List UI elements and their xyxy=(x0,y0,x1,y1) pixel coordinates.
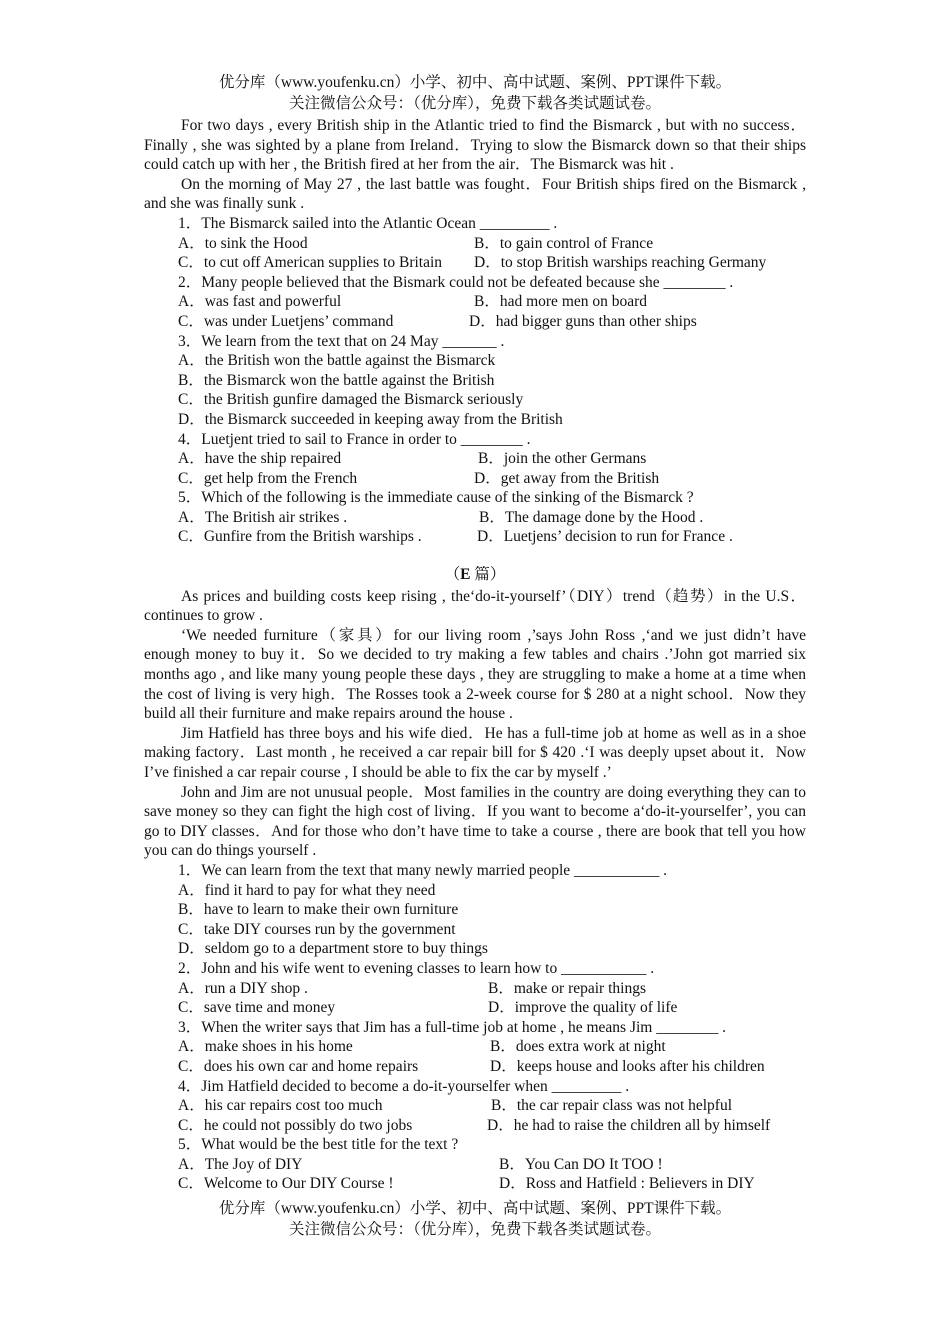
option-a: A．The Joy of DIY xyxy=(178,1155,303,1173)
option-d: D．to stop British warships reaching Germany xyxy=(474,254,767,272)
paragraph: For two days , every British ship in the Atlantic tried to find the Bismarck , but with no success．Finally , she was sighted by a plane from Ireland．Trying to slow the Bismarck down so that their ships could catch up with her , the British fired at her from the air．The Bismarck was hit . xyxy=(144,117,806,174)
option-c: C．get help from the French xyxy=(178,469,358,487)
option-row xyxy=(144,1174,806,1194)
option-a: A．have the ship repaired xyxy=(178,450,342,468)
option-row xyxy=(144,469,806,489)
option-b: B．make or repair things xyxy=(488,979,646,997)
option-d: D．had bigger guns than other ships xyxy=(469,312,697,330)
option-c: C．does his own car and home repairs xyxy=(178,1057,419,1075)
option-b: B．The damage done by the Hood . xyxy=(479,508,704,526)
question: 2．Many people believed that the Bismark could not be defeated because she ________ . xyxy=(178,273,734,291)
option-a: A．was fast and powerful xyxy=(178,293,342,311)
option-a: A．find it hard to pay for what they need xyxy=(178,881,436,899)
document-page xyxy=(144,72,806,1240)
passage-d xyxy=(144,116,806,547)
option-b: B．join the other Germans xyxy=(478,450,647,468)
footer-line-2: 关注微信公众号：（优分库），免费下载各类试题试卷。 xyxy=(288,1221,661,1239)
option-b: B．have to learn to make their own furniture xyxy=(178,901,459,919)
option-d: D．the Bismarck succeeded in keeping away from the British xyxy=(178,410,563,428)
question: 1．We can learn from the text that many newly married people ___________ . xyxy=(178,861,668,879)
option-row xyxy=(144,449,806,469)
option-c: C．take DIY courses run by the government xyxy=(178,920,456,938)
option-c: C．the British gunfire damaged the Bismarck seriously xyxy=(178,391,524,409)
option-b: B．the car repair class was not helpful xyxy=(491,1097,733,1115)
option-b: B．to gain control of France xyxy=(474,234,654,252)
option-d: D．he had to raise the children all by himself xyxy=(487,1116,771,1134)
option-d: D．seldom go to a department store to buy things xyxy=(178,940,488,958)
option-c: C．to cut off American supplies to Britain xyxy=(178,254,443,272)
question: 2．John and his wife went to evening classes to learn how to ___________ . xyxy=(178,959,655,977)
footer-line-1: 优分库（www.youfenku.cn）小学、初中、高中试题、案例、PPT课件下载。 xyxy=(218,1200,732,1218)
option-row xyxy=(144,1037,806,1057)
header-line-1: 优分库（www.youfenku.cn）小学、初中、高中试题、案例、PPT课件下载。 xyxy=(218,74,732,91)
option-c: C．save time and money xyxy=(178,999,336,1017)
option-c: C．he could not possibly do two jobs xyxy=(178,1116,413,1134)
option-b: B．You Can DO It TOO ! xyxy=(499,1155,663,1173)
paragraph: ‘We needed furniture（家具）for our living room ,’says John Ross ,‘and we just didn’t have enough money to buy it．So we decided to try making a few tables and chairs .’John got married six months ago , and like many young people these days , they are struggling to make a home at a time when the cost of living is very high．The Rosses took a 2-week course for $ 280 at a night school．Now they build all their furniture and make repairs around the house . xyxy=(144,626,806,723)
option-c: C．Gunfire from the British warships . xyxy=(178,528,422,546)
option-a: A．to sink the Hood xyxy=(178,234,308,252)
option-a: A．The British air strikes . xyxy=(178,508,348,526)
option-row xyxy=(144,234,806,254)
option-d: D．keeps house and looks after his children xyxy=(490,1057,765,1075)
question: 3．We learn from the text that on 24 May _______ . xyxy=(178,332,505,350)
section-title: （E 篇） xyxy=(444,566,506,584)
option-c: C．Welcome to Our DIY Course ! xyxy=(178,1175,394,1193)
option-a: A．the British won the battle against the Bismarck xyxy=(178,352,496,370)
option-row xyxy=(144,527,806,547)
question: 5．What would be the best title for the text ? xyxy=(178,1136,459,1154)
question: 1．The Bismarck sailed into the Atlantic Ocean _________ . xyxy=(178,214,558,232)
option-d: D．get away from the British xyxy=(474,469,660,487)
option-row xyxy=(144,1096,806,1116)
option-b: B．the Bismarck won the battle against the British xyxy=(178,371,495,389)
option-row xyxy=(144,979,806,999)
option-a: A．make shoes in his home xyxy=(178,1038,353,1056)
option-d: D．improve the quality of life xyxy=(488,999,678,1017)
option-b: B．had more men on board xyxy=(474,293,648,311)
option-row xyxy=(144,1116,806,1136)
option-row xyxy=(144,1155,806,1175)
option-row xyxy=(144,292,806,312)
option-row xyxy=(144,508,806,528)
option-row xyxy=(144,253,806,273)
paragraph: As prices and building costs keep rising , the‘do-it-yourself’（DIY）trend（趋势）in the U.S．continues to grow . xyxy=(144,587,806,625)
option-row xyxy=(144,1057,806,1077)
question: 4．Jim Hatfield decided to become a do-it-yourselfer when _________ . xyxy=(178,1077,630,1095)
question: 5．Which of the following is the immediate cause of the sinking of the Bismarck ? xyxy=(178,489,694,507)
passage-e xyxy=(144,587,806,1194)
header-line-2: 关注微信公众号：（优分库），免费下载各类试题试卷。 xyxy=(288,95,661,112)
option-row xyxy=(144,998,806,1018)
option-d: D．Luetjens’ decision to run for France . xyxy=(477,528,733,546)
option-c: C．was under Luetjens’ command xyxy=(178,312,394,330)
paragraph: On the morning of May 27 , the last battle was fought．Four British ships fired on the Bismarck , and she was finally sunk . xyxy=(144,175,806,213)
option-a: A．his car repairs cost too much xyxy=(178,1097,383,1115)
option-row xyxy=(144,312,806,332)
question: 4．Luetjent tried to sail to France in order to ________ . xyxy=(178,430,531,448)
paragraph: Jim Hatfield has three boys and his wife died．He has a full-time job at home as well as in a shoe making factory．Last month , he received a car repair bill for $ 420 .‘I was deeply upset about it．Now I’ve finished a car repair course , I should be able to fix the car by myself .’ xyxy=(144,724,806,781)
option-b: B．does extra work at night xyxy=(490,1038,666,1056)
option-d: D．Ross and Hatfield : Believers in DIY xyxy=(499,1175,755,1193)
paragraph: John and Jim are not unusual people．Most families in the country are doing everything they can to save money so they can fight the high cost of living．If you want to become a‘do-it-yourselfer’, you can go to DIY classes．And for those who don’t have time to take a course , there are book that tell you how you can do things yourself . xyxy=(144,783,806,860)
option-a: A．run a DIY shop . xyxy=(178,979,308,997)
question: 3．When the writer says that Jim has a full-time job at home , he means Jim ________ . xyxy=(178,1018,726,1036)
